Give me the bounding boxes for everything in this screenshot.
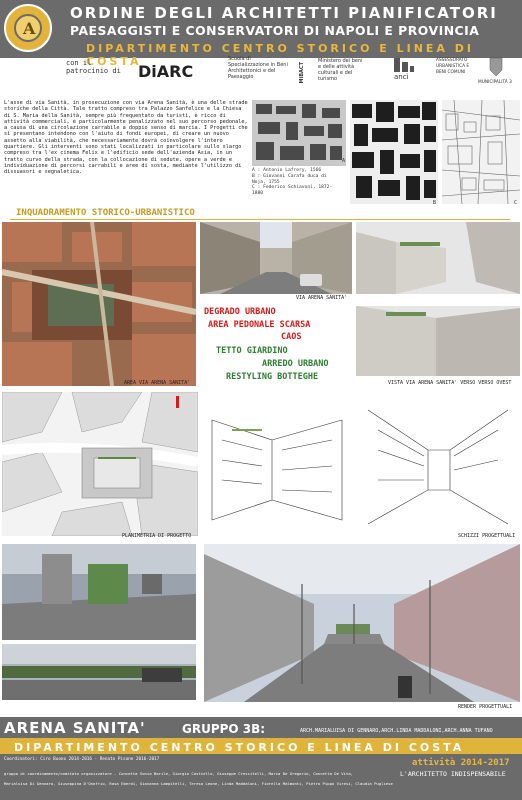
intro-paragraph: L'asse di via Sanità, in prosecuzione con via Arena Sanità, è una delle strade storiche della Città. Tale tratto compreso tra Palazzo Sanfelice e la Chiesa di S. Maria della Sanità, sempre più frequentato da turisti, è ricco di attività commerciali, è particolarmente penalizzato nel suo percorso pedonale, a causa di una circolazione carrabile a doppio senso di marcia. I Progetti che si presentano intendono con l'aiuto di fondi europei, di creare un nuovo assetto alla viabilità, che necessariamente dovrà coinvolgere l'intero quartiere. Gli interventi sono stati localizzati in particolare sullo slargo compreso tra l'ex cinema Felix e l'edificio sede dell'azienda Asia, in un tratto curvo della strada, con la collocazione di sedute, opere a verde e individuazione di percorsi carrabili e aree di sosta, mediante l'utilizzo di dissuasori e segnaletica. [4, 100, 248, 176]
view-east-model [356, 222, 520, 294]
map-c-image [442, 100, 520, 204]
sketch-2 [358, 400, 520, 530]
sketch-caption: SCHIZZI PROGETTUALI [458, 533, 516, 539]
section-title: INQUADRAMENTO STORICO-URBANISTICO [16, 208, 195, 218]
municipalita-label: MUNICIPALITÀ 3 [478, 80, 512, 85]
anci-label: anci [394, 73, 409, 81]
render-caption: RENDER PROGETTUALI [458, 704, 513, 710]
anci-icon [388, 56, 418, 86]
mibact-logo: MiBACT [299, 62, 305, 84]
activity-years: attività 2014-2017 [412, 758, 510, 768]
map-label-b: B [433, 200, 437, 206]
scuola-logo-text: Scuola di Specializzazione in Beni Architettonici e del Paesaggio [228, 56, 288, 80]
render-square [2, 544, 196, 640]
seal-letter: A [23, 19, 36, 38]
slogan: L'ARCHITETTO INDISPENSABILE [400, 770, 506, 778]
organizing-committee: gruppo di coordinamento/comitato organizzatore - Concetta Sonia Barile, Giorgio Castiello, Giuseppe Crescitelli, Maria De Gregorio, Concetta De Vita, [4, 771, 354, 776]
render-street-image [2, 644, 196, 700]
keyword-caos: CAOS [281, 332, 302, 342]
sketch-1 [202, 400, 352, 530]
map-caption [252, 168, 342, 197]
historic-map-a [252, 100, 346, 166]
municipalita-crest-icon [476, 56, 516, 78]
render-main-image [204, 544, 520, 702]
municipalita-logo [476, 56, 516, 90]
historic-map-c [442, 100, 520, 204]
project-plan [2, 392, 198, 536]
aerial-caption: AREA VIA ARENA SANITA' [124, 380, 191, 386]
render-square-image [2, 544, 196, 640]
street-image [200, 222, 352, 294]
sketch-2-image [358, 400, 520, 530]
group-members: ARCH.MARIALUISA DI GENNARO,ARCH.LINDA MADDALONI,ARCH.ANNA TUFANO [300, 728, 493, 734]
footer-dept: DIPARTIMENTO CENTRO STORICO E LINEA DI COSTA [14, 741, 465, 754]
view-east-image [356, 222, 520, 294]
anci-logo [388, 56, 418, 86]
keyword-area-pedonale: AREA PEDONALE SCARSA [208, 320, 311, 330]
keyword-tetto-giardino: TETTO GIARDINO [216, 346, 288, 356]
map-b-image [350, 100, 438, 204]
map-label-c: C [514, 200, 518, 206]
map-caption-c: C : Federico Schiavoni, 1872-1880 [252, 185, 333, 197]
assessorato-text: ASSESSORATO URBANISTICA E BENI COMUNI [436, 58, 470, 75]
plan-image [2, 392, 198, 536]
street-caption: VIA ARENA SANITA' [296, 295, 348, 301]
order-seal-logo [4, 4, 52, 52]
street-photo [200, 222, 352, 294]
aerial-image [2, 222, 196, 386]
keyword-degrado: DEGRADO URBANO [204, 307, 276, 317]
view-west-image [356, 306, 520, 376]
historic-map-b [350, 100, 438, 204]
patronage-intro: con il patrocinio di [66, 59, 121, 75]
map-a-image [252, 100, 346, 166]
header-title-line2: PAESAGGISTI E CONSERVATORI DI NAPOLI E PROVINCIA [70, 23, 480, 38]
map-caption-b: B : Giovanni Carafa duca di Noja, 1755 [252, 173, 327, 185]
map-caption-a: A : Antonio Lafrery, 1566 [252, 168, 322, 173]
organizing-committee-2: Marialuisa Di Gennaro, Giuseppina D'Onofrio, Rosa Eberdi, Giovanna Lampitelli, Teresa Leone, Linda Maddaloni, Fiorella Malmonti, Pietro Pippo Viresi, Claudia Pugliese [4, 781, 393, 786]
project-title: ARENA SANITA' [4, 719, 146, 737]
keyword-restyling: RESTYLING BOTTEGHE [226, 372, 319, 382]
view-west-caption: VISTA VIA ARENA SANITA' VERSO VERSO OVEST [388, 380, 512, 386]
header-dept-line: DIPARTIMENTO CENTRO STORICO E LINEA DI COSTA [86, 42, 474, 68]
render-main [204, 544, 520, 702]
ministero-logo-text: Ministero dei beni e delle attività culturali e del turismo [318, 58, 363, 82]
diarc-logo: DiARC [138, 62, 194, 81]
section-divider [10, 219, 510, 220]
plan-caption: PLANIMETRIA DI PROGETTO [122, 533, 192, 539]
view-west-model [356, 306, 520, 376]
aerial-photo [2, 222, 196, 386]
map-label-a: A [342, 158, 346, 164]
group-label: GRUPPO 3B: [182, 722, 266, 736]
keyword-arredo-urbano: ARREDO URBANO [262, 359, 329, 369]
render-street-level [2, 644, 196, 700]
sketch-1-image [202, 400, 352, 530]
header-title-line1: ORDINE DEGLI ARCHITETTI PIANIFICATORI [70, 4, 498, 22]
coordinators: Coordinatori: Ciro Buono 2014-2016 - Renato Pisone 2016-2017 [4, 757, 160, 762]
